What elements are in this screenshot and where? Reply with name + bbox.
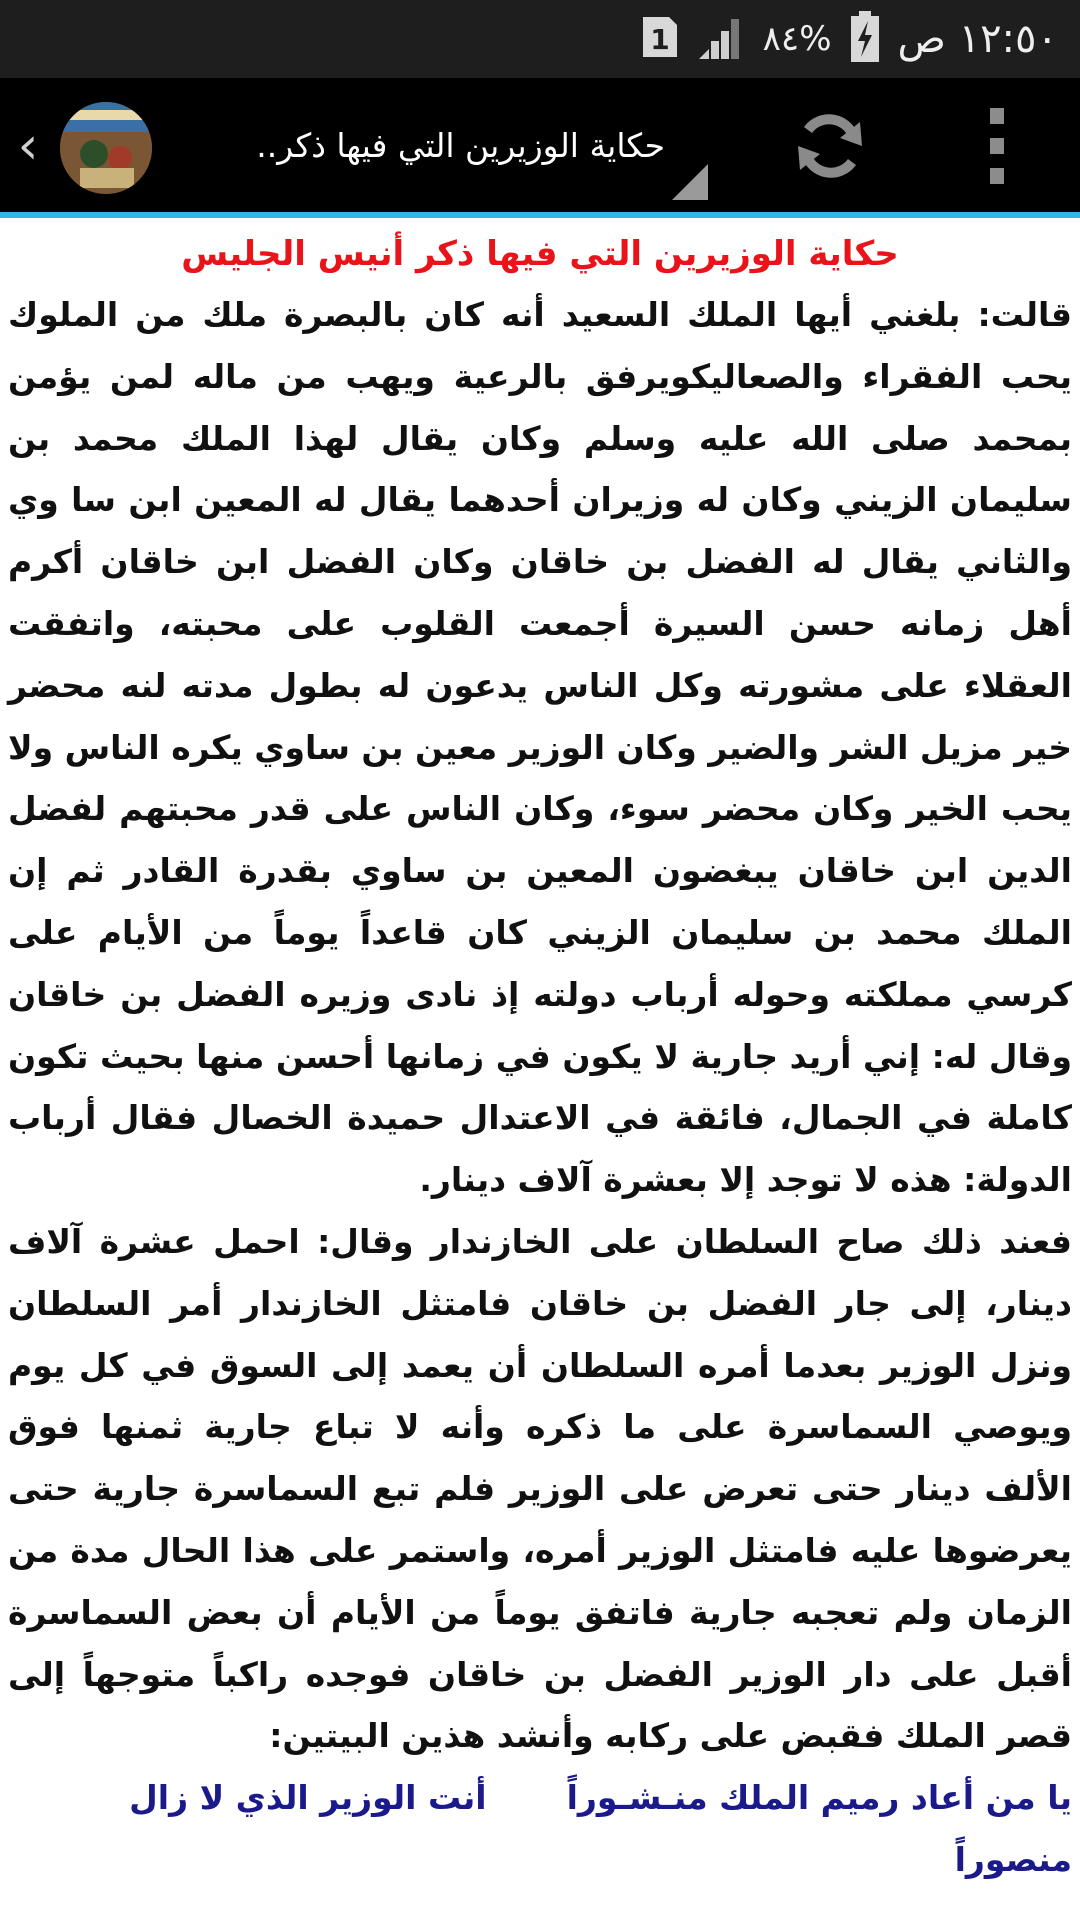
refresh-button[interactable] xyxy=(788,104,872,188)
battery-charging-icon xyxy=(850,11,880,67)
status-indicators xyxy=(641,0,1058,78)
title-dropdown-indicator[interactable] xyxy=(672,164,708,200)
overflow-dot xyxy=(990,168,1004,184)
screen-title[interactable]: حكاية الوزيرين التي فيها ذكر.. xyxy=(256,126,665,165)
signal-strength-icon xyxy=(697,13,745,65)
clock: ١٢:٥٠ ص xyxy=(897,16,1058,62)
sim-card-icon xyxy=(641,15,679,63)
story-title: حكاية الوزيرين التي فيها ذكر أنيس الجليس xyxy=(181,234,899,274)
action-bar-accent-line xyxy=(0,212,1080,218)
story-paragraph: قالت: بلغني أيها الملك السعيد أنه كان بالبصرة ملك من الملوك يحب الفقراء والصعاليكويرفق بالرعية ويهب من ماله لمن يؤمن بمحمد صلى الله عليه وسلم وكان يقال لهذا الملك محمد بن سليمان الزيني وكان له وزيران أحدهما يقال له المعين ابن سا وي والثاني يقال له الفضل بن خاقان وكان الفضل ابن خاقان أكرم أهل زمانه حسن السيرة أجمعت القلوب على محبته، واتفقت العقلاء على مشورته وكل الناس يدعون له بطول مدته لنه محضر خير مزيل الشر والضير وكان الوزير معين بن ساوي يكره الناس ولا يحب الخير وكان محضر سوء، وكان الناس على قدر محبتهم لفضل الدين ابن خاقان يبغضون المعين بن ساوي بقدرة القادر ثم إن الملك محمد بن سليمان الزيني كان قاعداً يوماً من الأيام على كرسي مملكته وحوله أرباب دولته إذ نادى وزيره الفضل بن خاقان وقال له: إني أريد جارية لا يكون في زمانها أحسن منها بحيث تكون كاملة في الجمال، فائقة في الاعتدال حميدة الخصال فقال أرباب الدولة: هذه لا توجد إلا بعشرة آلاف دينار. xyxy=(8,295,1072,1200)
battery-percent: ٨٤% xyxy=(762,19,832,59)
overflow-dot xyxy=(990,138,1004,154)
chevron-left-icon[interactable]: ‹ xyxy=(17,116,39,176)
poem-second-hemistich: أنت الوزير الذي لا زال xyxy=(129,1778,487,1818)
poem-line xyxy=(8,1767,1072,1829)
overflow-dot xyxy=(990,108,1004,124)
refresh-icon xyxy=(788,104,872,188)
overflow-menu-button[interactable] xyxy=(972,108,1022,184)
poem-continuation: منصوراً xyxy=(954,1839,1072,1879)
story-content xyxy=(8,228,1072,1891)
poem-first-hemistich: يا من أعاد رميم الملك منـشـوراً xyxy=(566,1778,1072,1818)
sim-slot-number: 1 xyxy=(649,23,670,56)
story-paragraph: فعند ذلك صاح السلطان على الخازندار وقال: احمل عشرة آلاف دينار، إلى جار الفضل بن خاقان فامتثل الخازندار أمر السلطان ونزل الوزير بعدما أمره السلطان أن يعمد إلى السوق في كل يوم ويوصي السماسرة على ما ذكره وأنه لا تباع جارية ثمنها فوق الألف دينار حتى تعرض على الوزير فلم تبع السماسرة جارية حتى يعرضوها عليه فامتثل الوزير أمره، واستمر على هذا الحال مدة من الزمان ولم تعجبه جارية فاتفق يوماً من الأيام أن بعض السماسرة أقبل على دار الوزير الفضل بن خاقان فوجده راكباً متوجهاً إلى قصر الملك فقبض على ركابه وأنشد هذين البيتين: xyxy=(8,1221,1072,1756)
app-icon-avatar[interactable] xyxy=(60,102,152,194)
poem-verse xyxy=(8,1767,1072,1891)
status-bar xyxy=(0,0,1080,78)
